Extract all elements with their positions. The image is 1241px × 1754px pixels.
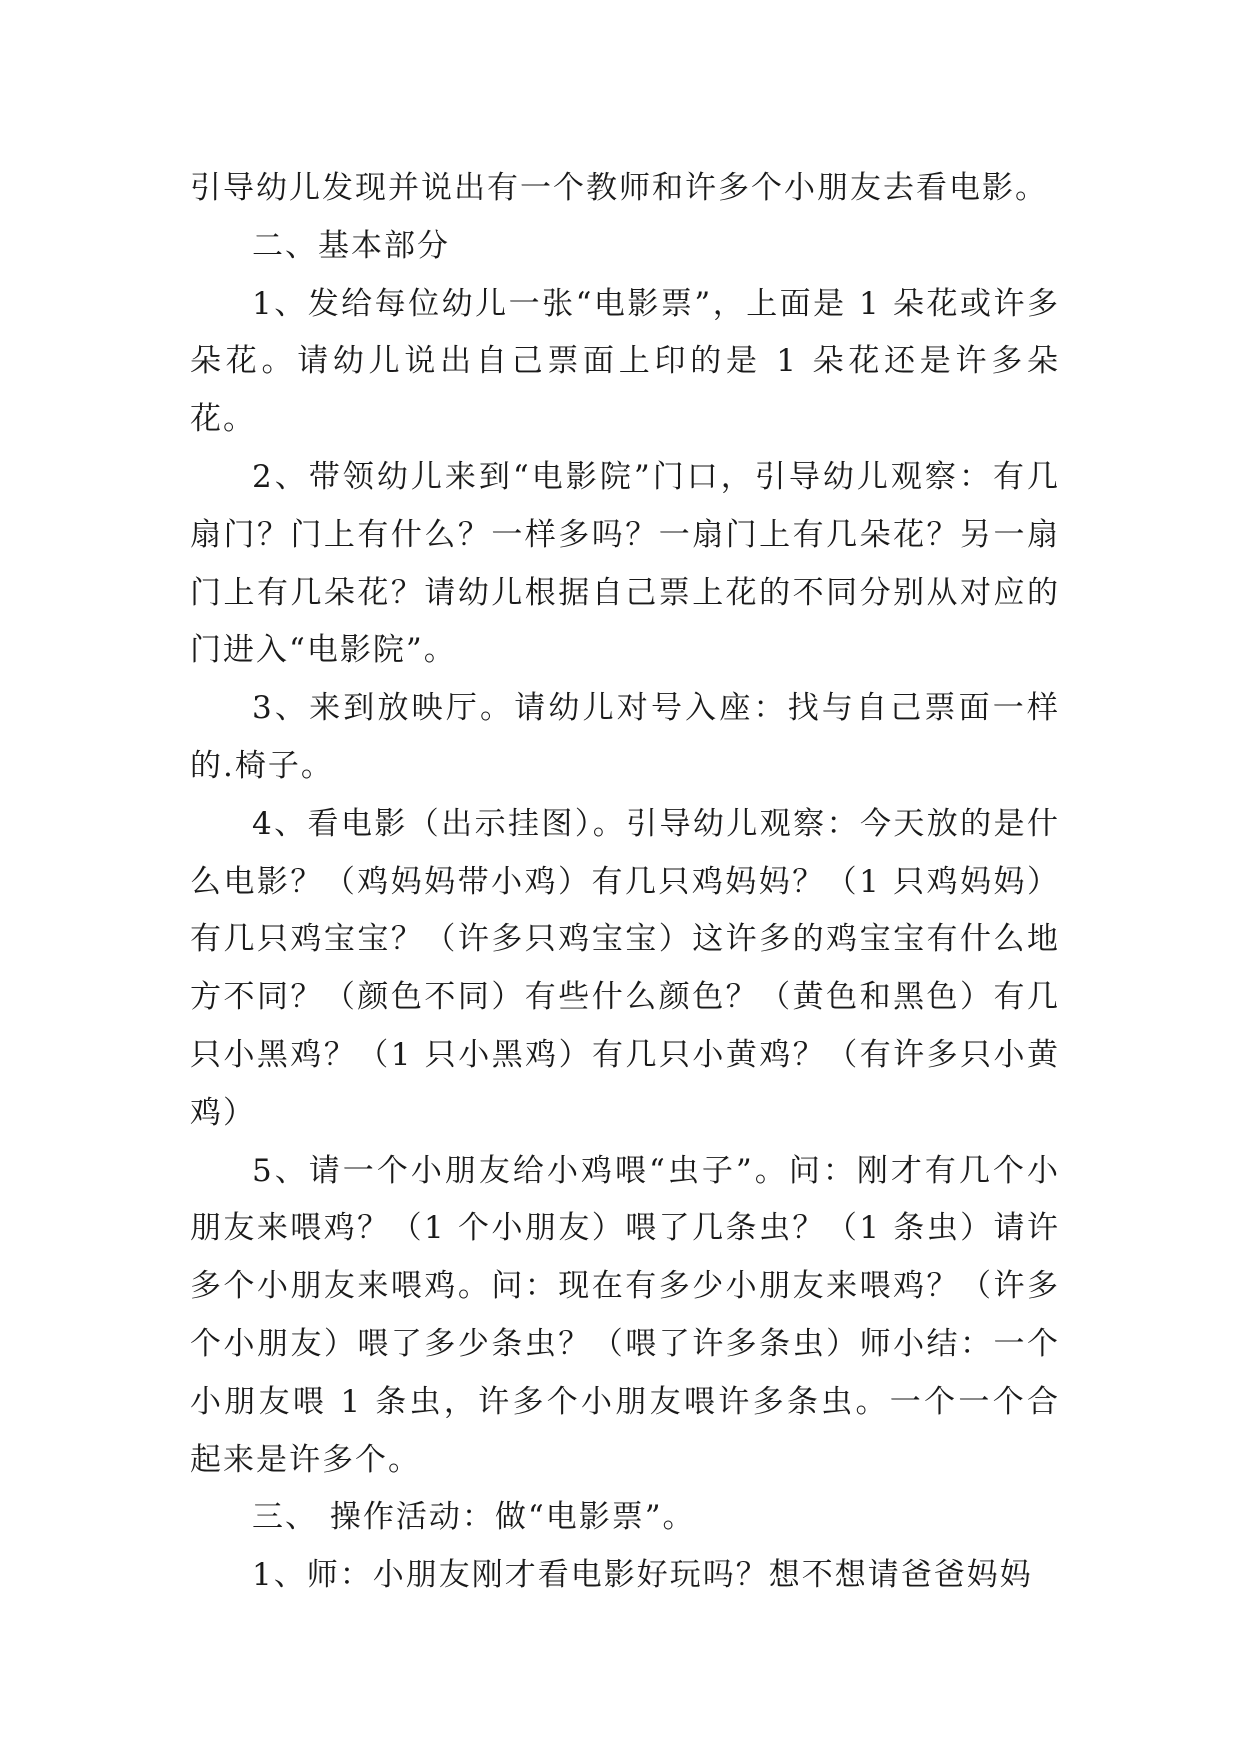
- paragraph-step-5: 5、请一个小朋友给小鸡喂“虫子”。问：刚才有几个小朋友来喂鸡？（1 个小朋友）喂了几条虫？（1 条虫）请许多个小朋友来喂鸡。问：现在有多少小朋友来喂鸡？（许多个小朋友）喂了多少条虫？（喂了许多条虫）师小结：一个小朋友喂 1 条虫，许多个小朋友喂许多条虫。一个一个合起来是许多个。: [190, 1152, 1060, 1478]
- section-heading-activity: 三、 操作活动：做“电影票”。: [252, 1499, 696, 1536]
- paragraph-step-4: 4、看电影（出示挂图）。引导幼儿观察：今天放的是什么电影？（鸡妈妈带小鸡）有几只鸡妈妈？（1 只鸡妈妈）有几只鸡宝宝？（许多只鸡宝宝）这许多的鸡宝宝有什么地方不同？（颜色不同）有些什么颜色？（黄色和黑色）有几只小黑鸡？（1 只小黑鸡）有几只小黄鸡？（有许多只小黄鸡）: [190, 805, 1060, 1131]
- paragraph-step-3: 3、来到放映厅。请幼儿对号入座：找与自己票面一样的.椅子。: [190, 690, 1060, 784]
- paragraph-activity-step-1: 1、师：小朋友刚才看电影好玩吗？想不想请爸爸妈妈: [252, 1557, 1033, 1594]
- section-heading-basic: 二、基本部分: [252, 227, 450, 264]
- paragraph-step-2: 2、带领幼儿来到“电影院”门口，引导幼儿观察：有几扇门？门上有什么？一样多吗？一扇门上有几朵花？另一扇门上有几朵花？请幼儿根据自己票上花的不同分别从对应的门进入“电影院”。: [190, 458, 1060, 669]
- paragraph-step-1: 1、发给每位幼儿一张“电影票”，上面是 1 朵花或许多朵花。请幼儿说出自己票面上印的是 1 朵花还是许多朵花。: [190, 285, 1060, 438]
- paragraph-intro-continuation: 引导幼儿发现并说出有一个教师和许多个小朋友去看电影。: [190, 170, 1048, 206]
- document-body: [190, 160, 1060, 1605]
